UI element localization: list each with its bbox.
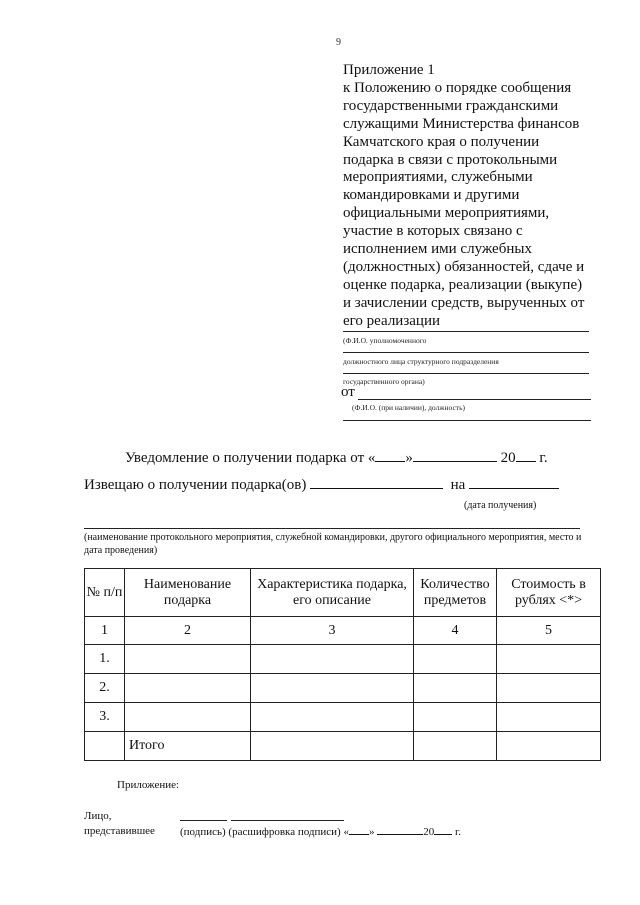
recipient-caption-2: должностного лица структурного подразделения [343, 357, 499, 366]
table-number-row [85, 617, 601, 645]
gift-description-cell[interactable] [251, 703, 414, 732]
notify-date-blank[interactable] [469, 474, 559, 489]
number-cell: 3 [251, 617, 414, 645]
from-label: от [341, 384, 355, 400]
sig-year-suffix: г. [452, 826, 461, 838]
attachment-label: Приложение: [117, 779, 180, 791]
appendix-heading: Приложение 1 [343, 62, 435, 78]
title-year-blank[interactable] [516, 447, 536, 462]
title-year-suffix: г. [535, 450, 548, 466]
table-row [85, 674, 601, 703]
notify-gift-blank[interactable] [310, 474, 443, 489]
from-line[interactable] [358, 399, 591, 400]
person-line-2: представившее [84, 825, 155, 837]
recipient-caption-3: государственного органа) [343, 377, 425, 386]
sig-year-blank[interactable] [434, 824, 452, 835]
from-line-2[interactable] [343, 420, 591, 421]
title-text: Уведомление о получении подарка от « [125, 450, 376, 466]
notify-row [84, 474, 559, 494]
page-number: 9 [336, 37, 341, 48]
appendix-text: к Положению о порядке сообщения государственными гражданскими служащими Министерства финансов Камчатского края о получении подарка в связи с протокольными мероприятиями, служебными командировками и другими официальными мероприятиями, участие в которых связано с исполнением ими служебных (должностных) обязанностей, сдаче и оценке подарка, реализации (выкупе) и зачислении средств, вырученных от его реализации [343, 79, 585, 329]
gift-name-cell[interactable] [125, 645, 251, 674]
sig-year-prefix: 20 [423, 826, 435, 838]
gifts-table [84, 568, 601, 761]
total-description-cell[interactable] [251, 732, 414, 761]
date-caption: (дата получения) [464, 500, 537, 511]
gift-name-cell[interactable] [125, 674, 251, 703]
date-open: « [343, 826, 349, 838]
gift-quantity-cell[interactable] [414, 645, 497, 674]
header-cell: Наименование подарка [125, 569, 251, 617]
signature-person-label [84, 809, 155, 839]
header-cell: Характеристика подарка, его описание [251, 569, 414, 617]
recipient-line-1[interactable] [343, 331, 589, 332]
total-label: Итого [125, 732, 251, 761]
decode-caption: (расшифровка подписи) [228, 826, 341, 838]
sig-day-blank[interactable] [349, 824, 369, 835]
title-mid: » [405, 450, 413, 466]
recipient-caption-1: (Ф.И.О. уполномоченного [343, 336, 427, 345]
row-number: 3. [85, 703, 125, 732]
number-cell: 1 [85, 617, 125, 645]
signature-line[interactable] [180, 820, 227, 821]
notify-text: Извещаю о получении подарка(ов) [84, 477, 307, 493]
event-caption: (наименование протокольного мероприятия, служебной командировки, другого официального мероприятия, место и дата проведения) [84, 532, 582, 556]
header-cell: № п/п [85, 569, 125, 617]
recipient-caption-4: (Ф.И.О. (при наличии), должность) [352, 403, 465, 412]
gift-description-cell[interactable] [251, 645, 414, 674]
gift-name-cell[interactable] [125, 703, 251, 732]
table-header-row [85, 569, 601, 617]
title-month-blank[interactable] [413, 447, 497, 462]
appendix-block [343, 62, 593, 331]
date-close: » [368, 826, 375, 838]
title-year-prefix: 20 [500, 450, 516, 466]
event-line[interactable] [84, 528, 580, 529]
gift-cost-cell[interactable] [497, 674, 601, 703]
notify-on: на [450, 477, 466, 493]
recipient-line-2[interactable] [343, 352, 589, 353]
signature-caption: (подпись) [180, 826, 226, 838]
person-line-1: Лицо, [84, 810, 112, 822]
table-row [85, 703, 601, 732]
row-number: 1. [85, 645, 125, 674]
gift-description-cell[interactable] [251, 674, 414, 703]
notification-title [125, 447, 548, 467]
signature-row [180, 824, 461, 838]
number-cell: 5 [497, 617, 601, 645]
row-number: 2. [85, 674, 125, 703]
gift-cost-cell[interactable] [497, 703, 601, 732]
gift-quantity-cell[interactable] [414, 674, 497, 703]
number-cell: 2 [125, 617, 251, 645]
signature-decode-line[interactable] [231, 820, 344, 821]
total-empty-cell [85, 732, 125, 761]
table-row [85, 645, 601, 674]
recipient-line-3[interactable] [343, 373, 589, 374]
header-cell: Стоимость в рублях <*> [497, 569, 601, 617]
header-cell: Количество предметов [414, 569, 497, 617]
table-total-row [85, 732, 601, 761]
gift-quantity-cell[interactable] [414, 703, 497, 732]
gift-cost-cell[interactable] [497, 645, 601, 674]
number-cell: 4 [414, 617, 497, 645]
title-day-blank[interactable] [375, 447, 405, 462]
total-quantity-cell[interactable] [414, 732, 497, 761]
total-cost-cell[interactable] [497, 732, 601, 761]
sig-month-blank[interactable] [377, 824, 423, 835]
